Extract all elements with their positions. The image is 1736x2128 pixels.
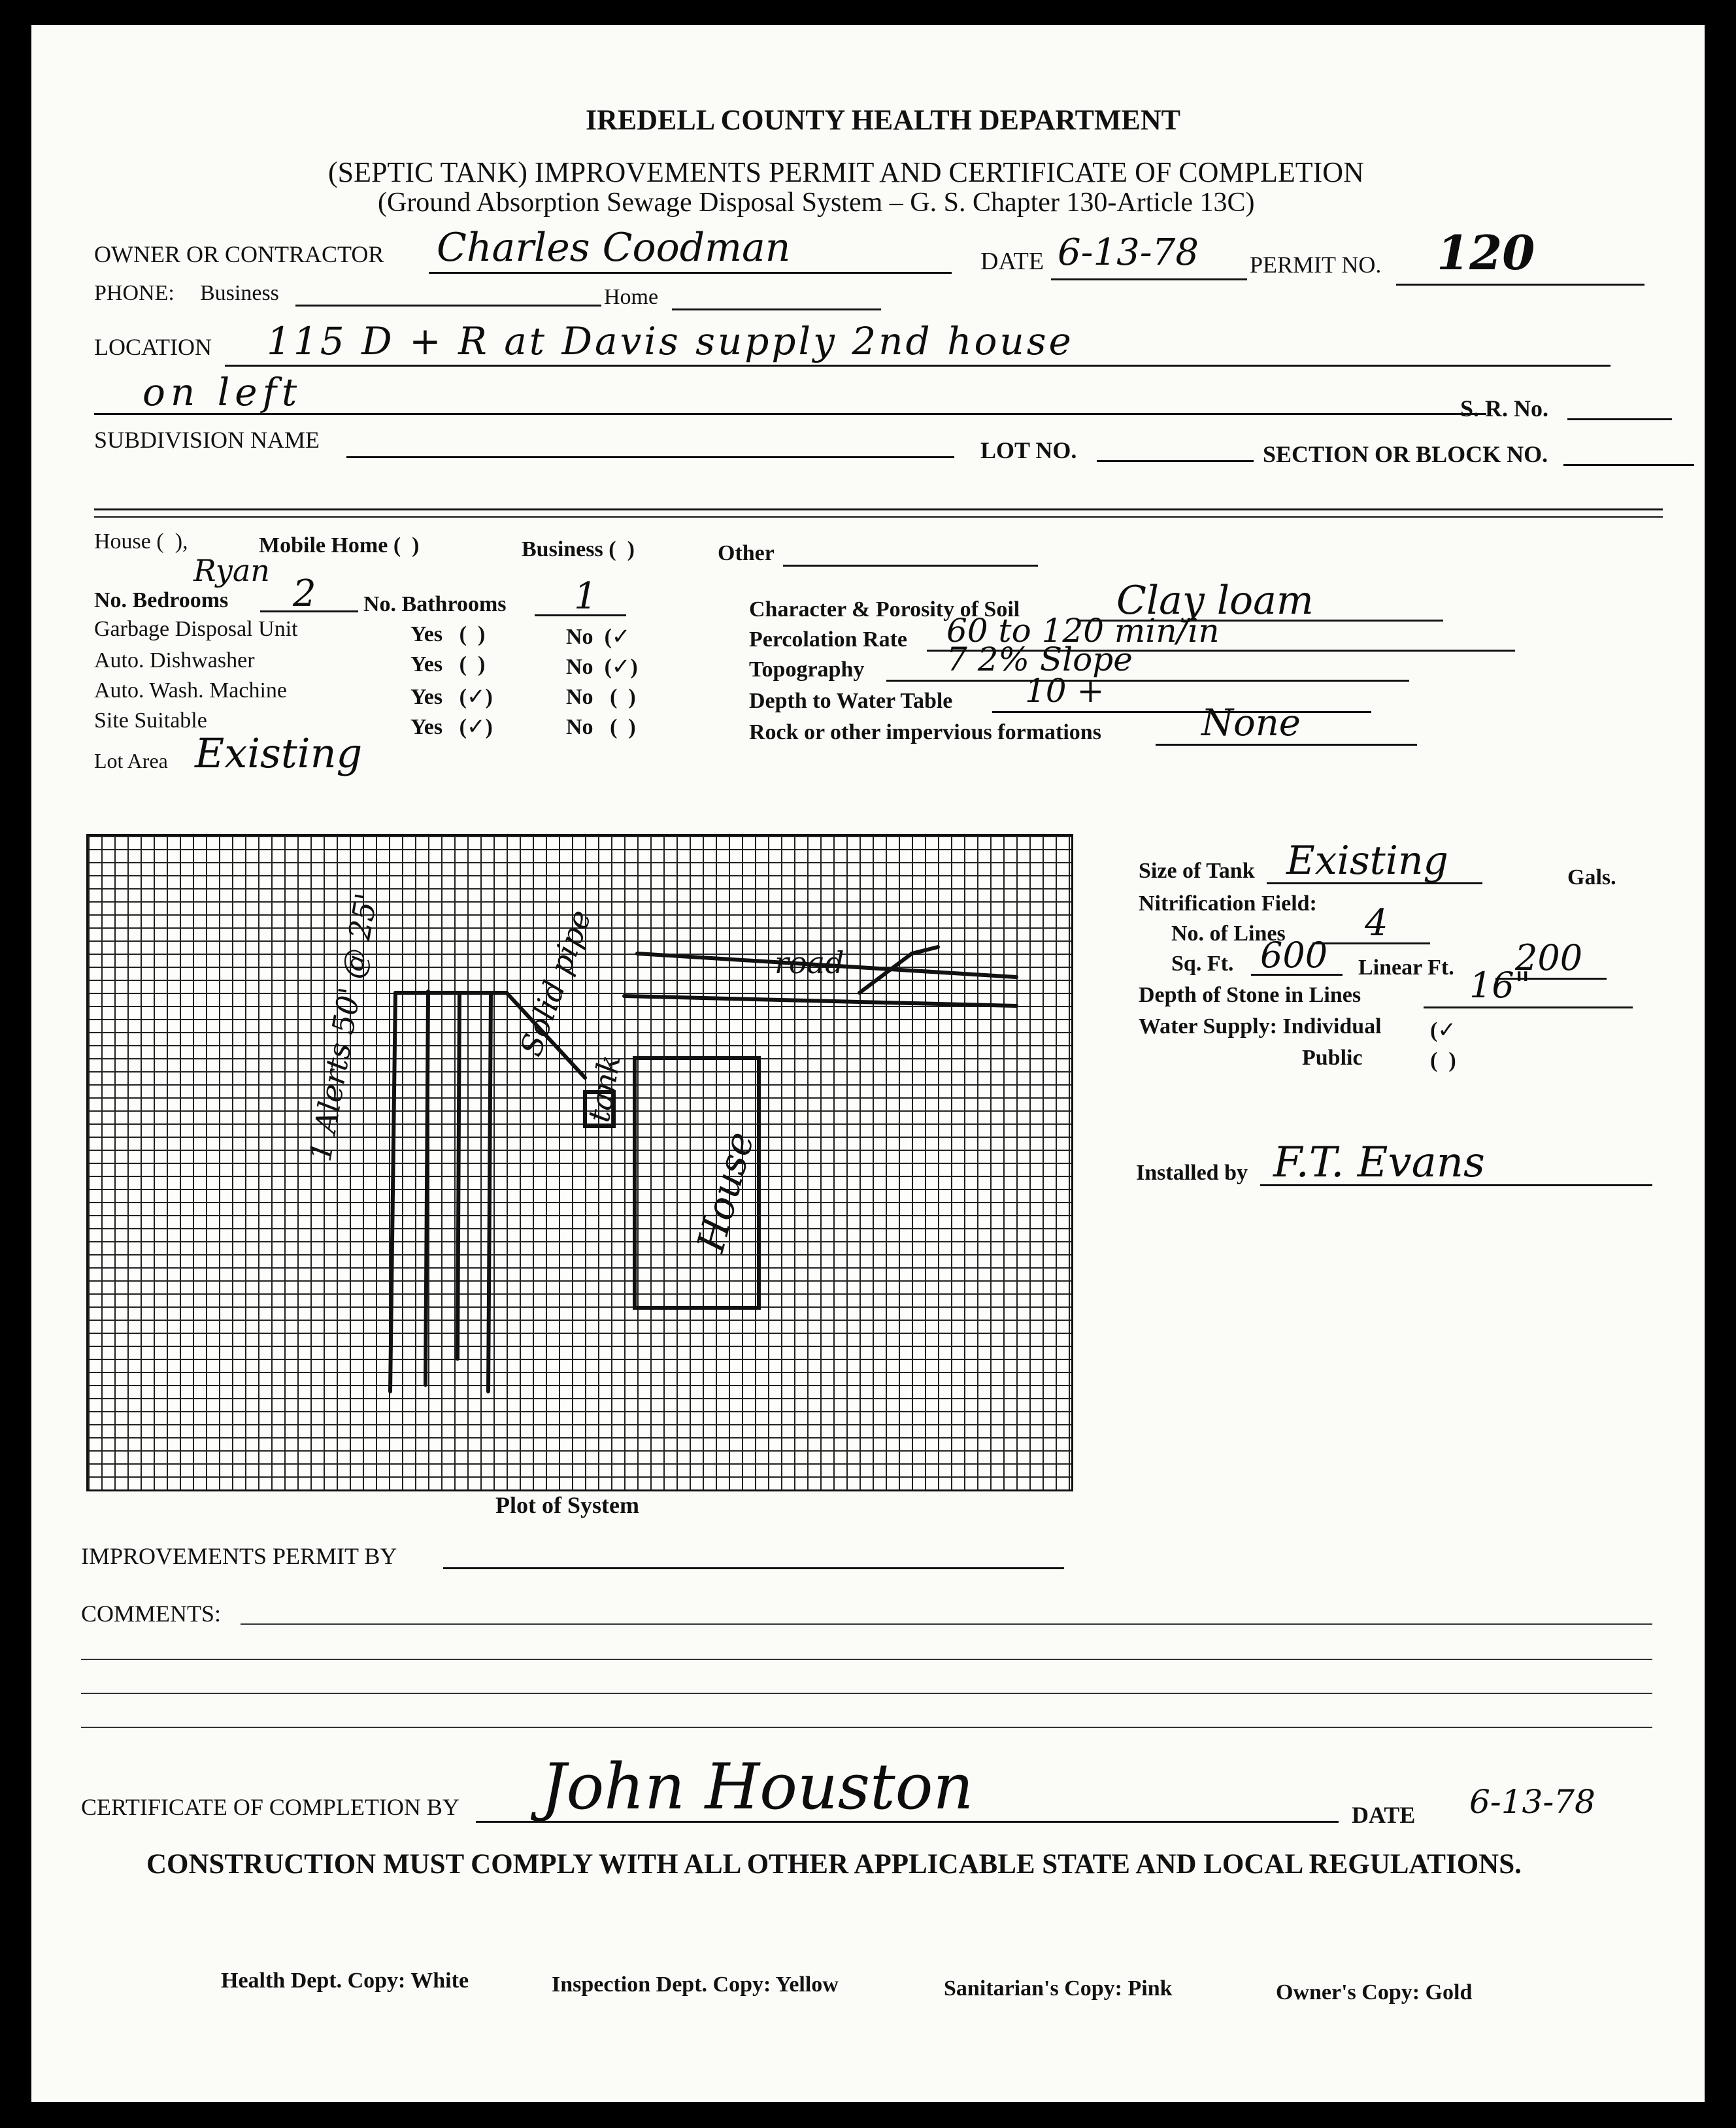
copy-inspection: Inspection Dept. Copy: Yellow	[552, 1972, 839, 1997]
divider-2	[94, 516, 1663, 518]
water-public-check: ( )	[1430, 1048, 1456, 1072]
form-subtitle: (Ground Absorption Sewage Disposal System – G. S. Chapter 130-Article 13C)	[378, 188, 1255, 218]
compliance-notice: CONSTRUCTION MUST COMPLY WITH ALL OTHER APPLICABLE STATE AND LOCAL REGULATIONS.	[146, 1849, 1522, 1880]
installed-by-line	[1260, 1184, 1652, 1186]
form-title: (SEPTIC TANK) IMPROVEMENTS PERMIT AND CERTIFICATE OF COMPLETION	[328, 156, 1364, 188]
location-underline2	[94, 413, 1486, 415]
site-suitable-label: Site Suitable	[94, 708, 207, 733]
comments-line-2	[81, 1659, 1652, 1660]
perc-rate-label: Percolation Rate	[749, 627, 908, 652]
sketch-tank-label: tank	[580, 1052, 627, 1125]
phone-home-label: Home	[604, 285, 659, 309]
sqft-label: Sq. Ft.	[1171, 952, 1234, 976]
bedrooms-line	[260, 610, 358, 612]
plot-caption: Plot of System	[495, 1492, 639, 1518]
water-table-value: 10 +	[1025, 672, 1105, 710]
sketch-road-label: road	[775, 945, 844, 980]
sqft-line	[1251, 974, 1343, 976]
auto-wash-label: Auto. Wash. Machine	[94, 678, 288, 703]
plot-sketch	[88, 836, 1071, 1489]
field-line-3	[458, 993, 459, 1359]
date-line	[1051, 278, 1247, 280]
permit-by-label: IMPROVEMENTS PERMIT BY	[81, 1543, 397, 1569]
owner-line	[429, 272, 952, 274]
perc-rate-value: 60 to 120 min/in	[946, 612, 1220, 650]
other-line	[783, 565, 1038, 567]
bedrooms-value: 2	[293, 573, 316, 615]
garbage-yes: Yes ( )	[410, 622, 486, 646]
field-line-2	[426, 991, 428, 1385]
field-line-4	[488, 993, 491, 1391]
water-table-line	[992, 711, 1371, 713]
stone-depth-line	[1424, 1006, 1633, 1008]
rock-line	[1156, 744, 1417, 746]
water-supply-label: Water Supply: Individual	[1139, 1014, 1382, 1039]
sketch-solid-label: Solid pipe	[512, 905, 599, 1061]
permit-value: 120	[1437, 225, 1535, 280]
agency-title: IREDELL COUNTY HEALTH DEPARTMENT	[586, 104, 1180, 136]
lines-value: 4	[1365, 902, 1388, 944]
lot-line	[1097, 460, 1254, 462]
owner-label: OWNER OR CONTRACTOR	[94, 241, 384, 267]
wash-no: No ( )	[566, 685, 636, 709]
bathrooms-value: 1	[574, 575, 597, 618]
certificate-label: CERTIFICATE OF COMPLETION BY	[81, 1794, 459, 1820]
sketch-lines-label: 1 Alerts 50' @ 25'	[302, 890, 384, 1164]
site-yes: Yes (✓)	[410, 715, 493, 739]
subdivision-line	[346, 456, 954, 458]
certificate-date-label: DATE	[1352, 1802, 1416, 1828]
subdivision-label: SUBDIVISION NAME	[94, 427, 320, 453]
rock-value: None	[1201, 702, 1301, 744]
comments-line-4	[81, 1727, 1652, 1728]
copy-owner: Owner's Copy: Gold	[1276, 1980, 1473, 2004]
permit-document	[31, 25, 1705, 2102]
rock-label: Rock or other impervious formations	[749, 720, 1101, 744]
certificate-date-value: 6-13-78	[1469, 1783, 1595, 1821]
garbage-label: Garbage Disposal Unit	[94, 617, 298, 641]
divider	[94, 508, 1663, 510]
tank-size-line	[1267, 882, 1482, 884]
water-individual-check: (✓	[1430, 1018, 1456, 1042]
owner-value: Charles Coodman	[437, 225, 791, 271]
sqft-value: 600	[1260, 935, 1328, 976]
tank-unit: Gals.	[1567, 865, 1616, 889]
location-label: LOCATION	[94, 334, 212, 360]
stone-depth-label: Depth of Stone in Lines	[1139, 983, 1361, 1007]
bedrooms-label: No. Bedrooms	[94, 588, 229, 612]
permit-label: PERMIT NO.	[1250, 252, 1382, 278]
permit-by-line	[443, 1567, 1064, 1569]
location-underline1	[225, 365, 1611, 367]
linear-label: Linear Ft.	[1358, 956, 1454, 980]
home-line	[672, 308, 881, 310]
house-label: House ( ),	[94, 529, 188, 554]
site-no: No ( )	[566, 715, 636, 739]
location-line1: 115 D + R at Davis supply 2nd house	[267, 319, 1074, 363]
date-value: 6-13-78	[1058, 231, 1199, 274]
location-line2: on left	[142, 370, 303, 414]
soil-character-label: Character & Porosity of Soil	[749, 597, 1020, 622]
soil-character-value: Clay loam	[1116, 578, 1314, 623]
copy-health: Health Dept. Copy: White	[221, 1969, 469, 1993]
auto-dishwasher-label: Auto. Dishwasher	[94, 648, 255, 673]
lines-line	[1312, 942, 1430, 944]
lot-area-label: Lot Area	[94, 749, 168, 773]
stone-depth-value: 16"	[1469, 965, 1531, 1006]
tank-size-label: Size of Tank	[1139, 859, 1255, 883]
topography-label: Topography	[749, 657, 865, 682]
business-line	[295, 305, 601, 307]
wash-yes: Yes (✓)	[410, 685, 493, 709]
copy-sanitarian: Sanitarian's Copy: Pink	[944, 1976, 1173, 2001]
sr-label: S. R. No.	[1460, 395, 1549, 422]
installed-by-label: Installed by	[1136, 1161, 1248, 1185]
field-line-1	[390, 993, 395, 1391]
sketch-house-label: House	[688, 1127, 763, 1257]
phone-business-label: Business	[200, 281, 279, 305]
linear-value: 200	[1515, 937, 1583, 978]
lines-label: No. of Lines	[1171, 922, 1286, 946]
dishwasher-no: No (✓)	[566, 655, 638, 679]
other-label: Other	[718, 541, 775, 565]
comments-label: COMMENTS:	[81, 1601, 222, 1627]
topography-value: 7 2% Slope	[946, 640, 1133, 678]
topography-line	[886, 680, 1409, 682]
tank-size-value: Existing	[1286, 838, 1448, 884]
dishwasher-yes: Yes ( )	[410, 652, 486, 676]
bathrooms-label: No. Bathrooms	[363, 592, 507, 616]
section-line	[1563, 464, 1694, 466]
garbage-no: No (✓	[566, 625, 631, 649]
business-type-label: Business ( )	[522, 537, 635, 561]
section-label: SECTION OR BLOCK NO.	[1263, 441, 1548, 467]
certificate-signature: John Houston	[541, 1750, 974, 1823]
bedrooms-note: Ryan	[193, 553, 270, 588]
comments-line-1	[241, 1623, 1652, 1625]
installed-by-value: F.T. Evans	[1273, 1139, 1485, 1187]
lot-area-value: Existing	[195, 729, 363, 777]
bathrooms-line	[535, 614, 626, 616]
plot-grid	[86, 834, 1073, 1491]
road-line-2	[624, 996, 1016, 1006]
water-table-label: Depth to Water Table	[749, 689, 953, 713]
certificate-line	[476, 1821, 1339, 1823]
comments-line-3	[81, 1693, 1652, 1694]
nitrification-label: Nitrification Field:	[1139, 891, 1317, 916]
mobile-home-label: Mobile Home ( )	[259, 533, 420, 557]
date-label: DATE	[980, 248, 1044, 275]
phone-label: PHONE:	[94, 281, 175, 305]
lot-label: LOT NO.	[980, 437, 1077, 463]
permit-line	[1396, 284, 1644, 286]
water-public-label: Public	[1302, 1046, 1363, 1070]
sr-line	[1567, 418, 1672, 420]
